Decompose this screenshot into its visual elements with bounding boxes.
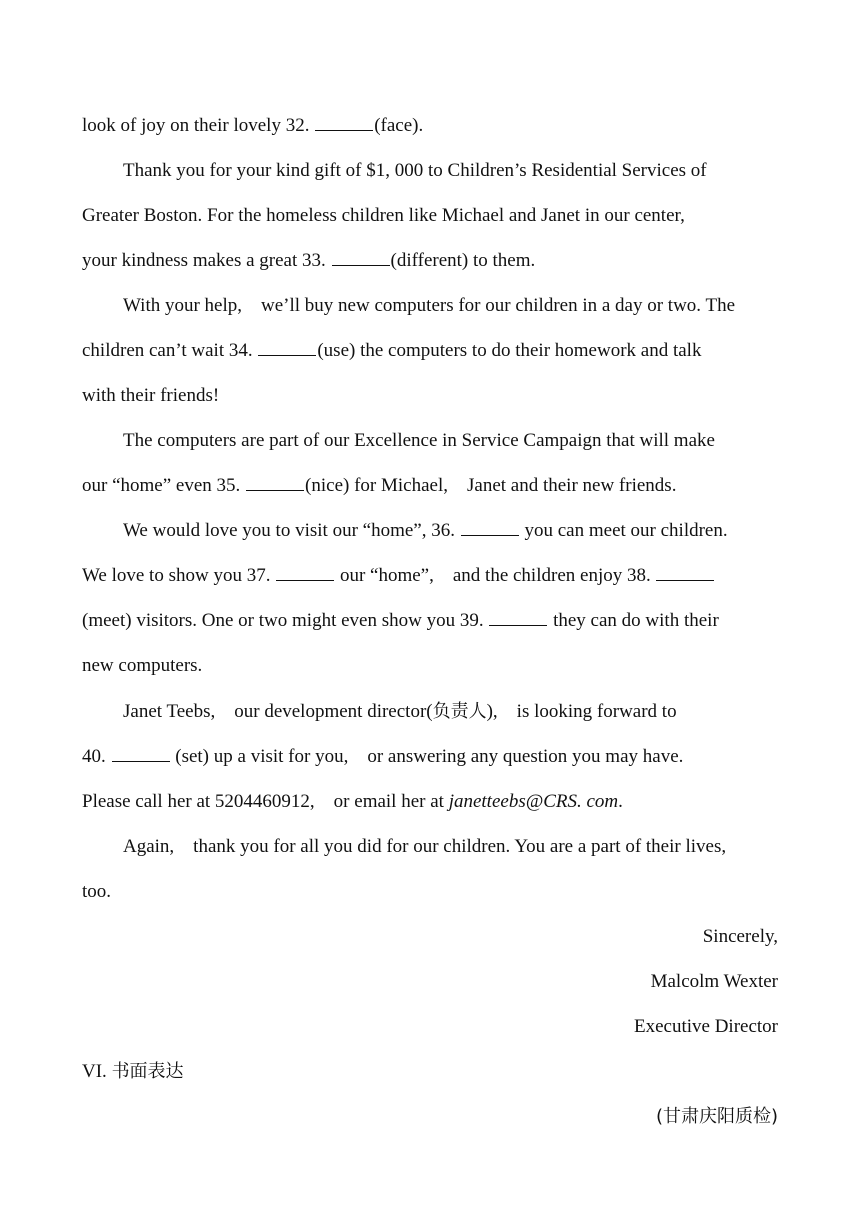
section-title: 书面表达	[111, 1061, 184, 1082]
blank-32[interactable]	[315, 115, 373, 131]
text: .	[618, 791, 623, 812]
text: they can do with their	[548, 610, 719, 631]
text: with their friends!	[82, 385, 220, 406]
text: look of joy on their lovely 32.	[82, 115, 315, 136]
blank-40[interactable]	[112, 746, 170, 762]
text: our “home” even 35.	[82, 475, 246, 496]
text-line-7	[82, 384, 219, 408]
text-line-14	[123, 700, 677, 724]
email-link[interactable]: janetteebs@CRS. com	[448, 791, 619, 812]
blank-39[interactable]	[489, 610, 547, 626]
text-line-1	[82, 114, 423, 138]
text-line-13	[82, 654, 202, 678]
text: Janet Teebs, our development director(	[123, 701, 433, 722]
text: (different) to them.	[390, 250, 536, 271]
text: Please call her at 5204460912, or email her at	[82, 791, 449, 812]
text: (set) up a visit for you, or answering any question you may have.	[170, 746, 684, 767]
chinese-gloss: 负责人	[432, 701, 487, 722]
text: The computers are part of our Excellence in Service Campaign that will make	[123, 430, 715, 451]
text: With your help, we’ll buy new computers for our children in a day or two. The	[123, 295, 736, 316]
blank-34[interactable]	[258, 340, 316, 356]
blank-36[interactable]	[461, 520, 519, 536]
signoff-title: Executive Director	[633, 1016, 778, 1037]
text-line-16	[82, 790, 623, 814]
text-line-18	[82, 880, 111, 904]
text: Thank you for your kind gift of $1, 000 to Children’s Residential Services of	[123, 160, 707, 181]
text-line-4	[82, 249, 535, 273]
text-line-2	[123, 159, 707, 183]
text-line-3	[82, 204, 685, 228]
text: your kindness makes a great 33.	[82, 250, 331, 271]
text: (face).	[374, 115, 424, 136]
text: We would love you to visit our “home”, 36.	[123, 520, 460, 541]
signoff-name: Malcolm Wexter	[650, 971, 778, 992]
text: Greater Boston. For the homeless children like Michael and Janet in our center,	[82, 205, 685, 226]
text: you can meet our children.	[519, 520, 728, 541]
text-line-8	[123, 429, 715, 453]
text: (meet) visitors. One or two might even show you 39.	[82, 610, 489, 631]
text-line-6	[82, 339, 701, 363]
text: too.	[82, 881, 112, 902]
text: Again, thank you for all you did for our children. You are a part of their lives,	[123, 836, 727, 857]
text-line-9	[82, 474, 676, 498]
text: children can’t wait 34.	[82, 340, 258, 361]
blank-37[interactable]	[276, 565, 334, 581]
text: 40.	[82, 746, 111, 767]
text: our “home”, and the children enjoy 38.	[335, 565, 656, 586]
section-number: VI.	[82, 1061, 112, 1082]
text-line-11	[82, 564, 715, 588]
source-note: (甘肃庆阳质检)	[655, 1106, 778, 1127]
text-line-12	[82, 609, 719, 633]
signoff-closing: Sincerely,	[702, 926, 778, 947]
text: (use) the computers to do their homework and talk	[317, 340, 702, 361]
text: ), is looking forward to	[486, 701, 677, 722]
blank-33[interactable]	[332, 250, 390, 266]
blank-35[interactable]	[246, 475, 304, 491]
text-line-10	[123, 519, 728, 543]
text-line-15	[82, 745, 683, 769]
text: (nice) for Michael, Janet and their new friends.	[305, 475, 677, 496]
section-heading	[82, 1060, 184, 1084]
text: new computers.	[82, 655, 203, 676]
text-line-5	[123, 294, 735, 318]
text-line-17	[123, 835, 726, 859]
text: We love to show you 37.	[82, 565, 276, 586]
blank-38[interactable]	[656, 565, 714, 581]
